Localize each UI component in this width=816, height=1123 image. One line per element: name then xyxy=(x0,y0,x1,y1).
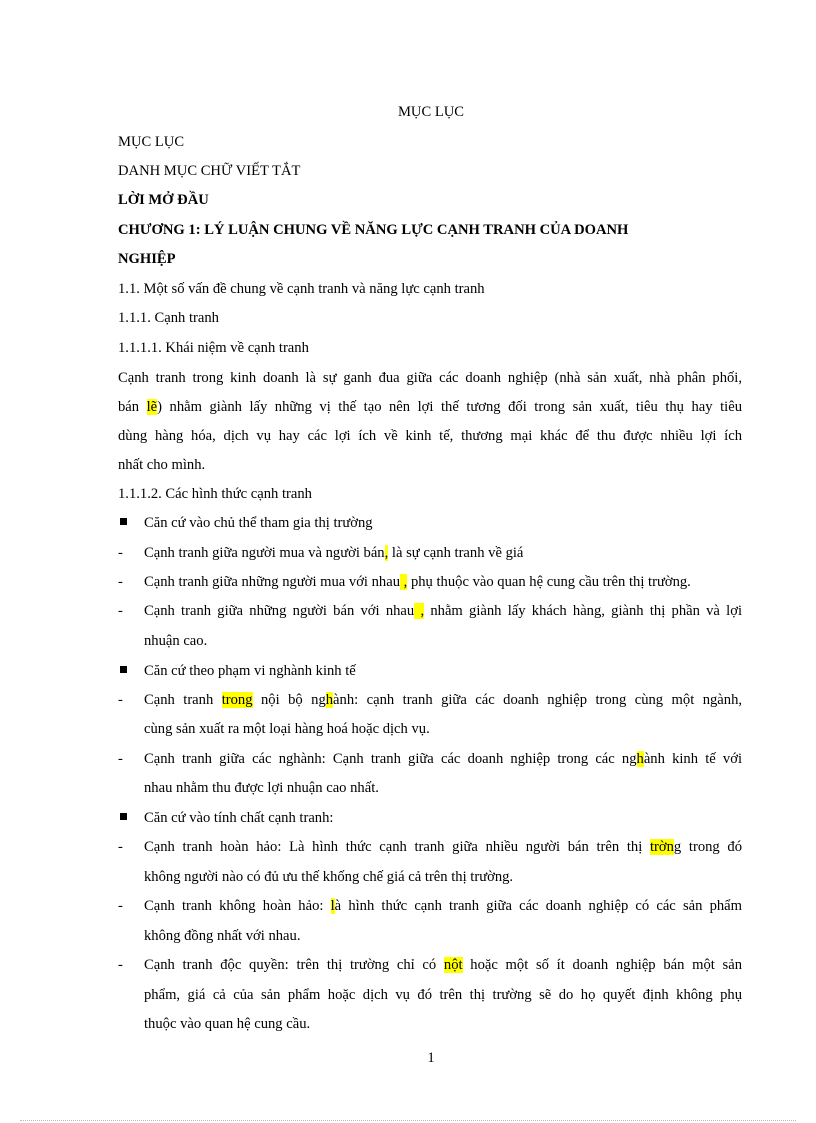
bullet-heading: Căn cứ vào tính chất cạnh tranh: xyxy=(144,810,334,826)
list-item: Cạnh tranh giữa những người mua với nhau , phụ thuộc vào quan hệ cung cầu trên thị trường. xyxy=(144,574,691,590)
list-item-cont: cùng sản xuất ra một loại hàng hoá hoặc dịch vụ. xyxy=(144,721,430,737)
chapter-1-heading: CHƯƠNG 1: LÝ LUẬN CHUNG VỀ NĂNG LỰC CẠNH TRANH CỦA DOANH xyxy=(118,222,629,238)
list-item-cont: không người nào có đủ ưu thế khống chế giá cả trên thị trường. xyxy=(144,869,514,885)
highlight: , xyxy=(400,574,408,590)
bullet-heading: Căn cứ vào chủ thể tham gia thị trường xyxy=(144,515,373,531)
list-item-cont: nhuận cao. xyxy=(144,633,208,649)
bullet-heading: Căn cứ theo phạm vi nghành kinh tế xyxy=(144,663,356,679)
dash-marker: - xyxy=(118,574,123,590)
list-item: Cạnh tranh giữa các nghành: Cạnh tranh giữa các doanh nghiệp trong các nghành kinh tế với xyxy=(144,751,742,767)
dash-marker: - xyxy=(118,898,123,914)
list-item: Cạnh tranh trong nội bộ nghành: cạnh tranh giữa các doanh nghiệp trong cùng một ngành, xyxy=(144,692,743,708)
highlight: , xyxy=(384,545,389,561)
list-item: Cạnh tranh hoàn hảo: Là hình thức cạnh tranh giữa nhiều người bán trên thị trờng trong đó xyxy=(144,839,742,855)
list-item: Cạnh tranh giữa những người bán với nhau , nhằm giành lấy khách hàng, giành thị phần và lợi xyxy=(144,603,742,619)
list-item: Cạnh tranh không hoàn hảo: là hình thức cạnh tranh giữa các doanh nghiệp có các sản phẩm xyxy=(144,898,742,914)
page-title: MỤC LỤC xyxy=(397,104,465,120)
dash-marker: - xyxy=(118,957,123,973)
highlight: l xyxy=(330,898,335,914)
page-number: 1 xyxy=(427,1050,435,1066)
toc-introduction: LỜI MỞ ĐẦU xyxy=(118,192,209,208)
paragraph-line: Cạnh tranh trong kinh doanh là sự ganh đua giữa các doanh nghiệp (nhà sản xuất, nhà phân phối, xyxy=(118,370,742,386)
highlight: , xyxy=(414,603,425,619)
dash-marker: - xyxy=(118,603,123,619)
list-item-cont: thuộc vào quan hệ cung cầu. xyxy=(144,1016,311,1032)
list-item-cont: nhau nhằm thu được lợi nhuận cao nhất. xyxy=(144,780,379,796)
highlight: h xyxy=(636,751,644,767)
highlight: trờn xyxy=(649,839,674,855)
list-item-cont: không đồng nhất với nhau. xyxy=(144,928,301,944)
paragraph-line: bán lẽ) nhằm giành lấy những vị thế tạo nên lợi thế tương đối trong sản xuất, tiêu thụ hay tiêu xyxy=(118,399,742,415)
highlight: h xyxy=(325,692,334,708)
section-1-1-1-2: 1.1.1.2. Các hình thức cạnh tranh xyxy=(118,486,312,502)
page-bottom-divider xyxy=(20,1120,796,1121)
section-1-1-1: 1.1.1. Cạnh tranh xyxy=(118,310,219,326)
paragraph-line: nhất cho mình. xyxy=(118,457,206,473)
paragraph-line: dùng hàng hóa, dịch vụ hay các lợi ích về kinh tế, thương mại khác để thu được nhiều lợi ích xyxy=(118,428,742,444)
dash-marker: - xyxy=(118,839,123,855)
list-item: Cạnh tranh độc quyền: trên thị trường chỉ có nột hoặc một số ít doanh nghiệp bán một sản xyxy=(144,957,742,973)
section-1-1: 1.1. Một số vấn đề chung về cạnh tranh và năng lực cạnh tranh xyxy=(118,281,485,297)
toc-muc-luc: MỤC LỤC xyxy=(118,134,185,150)
square-bullet-icon xyxy=(118,804,125,833)
highlight: lẽ xyxy=(146,399,158,415)
highlight: trong xyxy=(221,692,253,708)
toc-abbreviations: DANH MỤC CHỮ VIẾT TẮT xyxy=(118,163,301,179)
dash-marker: - xyxy=(118,751,123,767)
section-1-1-1-1: 1.1.1.1. Khái niệm về cạnh tranh xyxy=(118,340,309,356)
list-item-cont: phẩm, giá cả của sản phẩm hoặc dịch vụ đó trên thị trường sẽ do họ quyết định không phụ xyxy=(144,987,742,1003)
chapter-1-heading-cont: NGHIỆP xyxy=(118,251,176,267)
list-item: Cạnh tranh giữa người mua và người bán, là sự cạnh tranh về giá xyxy=(144,545,524,561)
square-bullet-icon xyxy=(118,657,125,686)
square-bullet-icon xyxy=(118,509,125,538)
highlight: nột xyxy=(443,957,463,973)
dash-marker: - xyxy=(118,545,123,561)
dash-marker: - xyxy=(118,692,123,708)
